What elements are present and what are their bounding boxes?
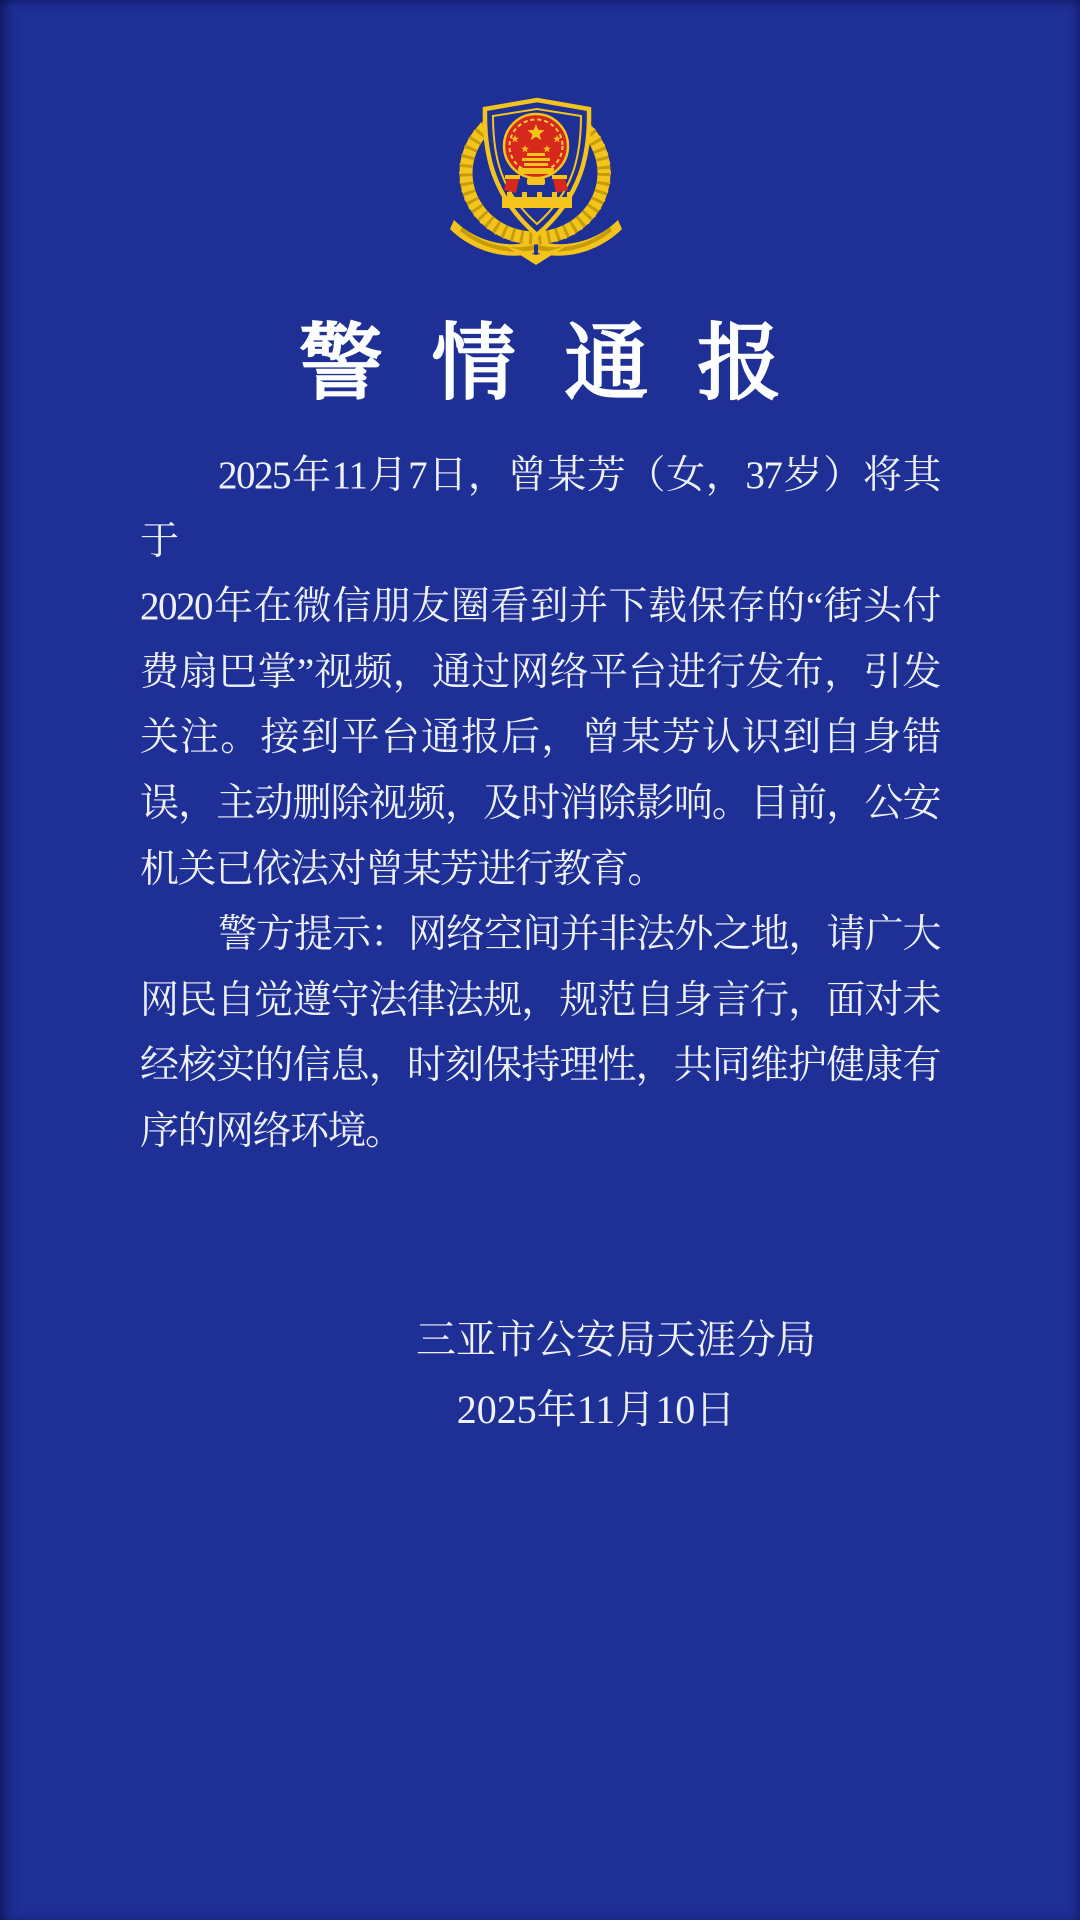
issuing-agency: 三亚市公安局天涯分局 <box>416 1317 816 1362</box>
body-line: 机关已依法对曾某芳进行教育。 <box>140 847 666 891</box>
issue-date: 2025年11月10日 <box>456 1387 736 1432</box>
body-line: 序的网络环境。 <box>140 1109 403 1153</box>
body-line: 2020年在微信朋友圈看到并下载保存的“街头付 <box>140 585 940 629</box>
emblem-national-disc <box>504 114 568 178</box>
body-line: 费扇巴掌”视频，通过网络平台进行发布，引发 <box>140 650 940 694</box>
body-line: 网民自觉遵守法律法规，规范自身言行，面对未 <box>140 978 940 1022</box>
body-line: 经核实的信息，时刻保持理性，共同维护健康有 <box>140 1044 940 1088</box>
body-line: 警方提示：网络空间并非法外之地，请广大 <box>218 913 940 957</box>
police-badge-svg <box>448 93 630 265</box>
notice-title: 警情通报 <box>298 318 830 411</box>
body-line: 关注。接到平台通报后，曾某芳认识到自身错 <box>140 716 940 760</box>
notice-body <box>140 443 940 1165</box>
body-line: 2025年11月7日，曾某芳（女，37岁）将其于 <box>140 454 940 563</box>
body-line: 误，主动删除视频，及时消除影响。目前，公安 <box>140 781 940 825</box>
police-badge-icon <box>448 93 630 265</box>
